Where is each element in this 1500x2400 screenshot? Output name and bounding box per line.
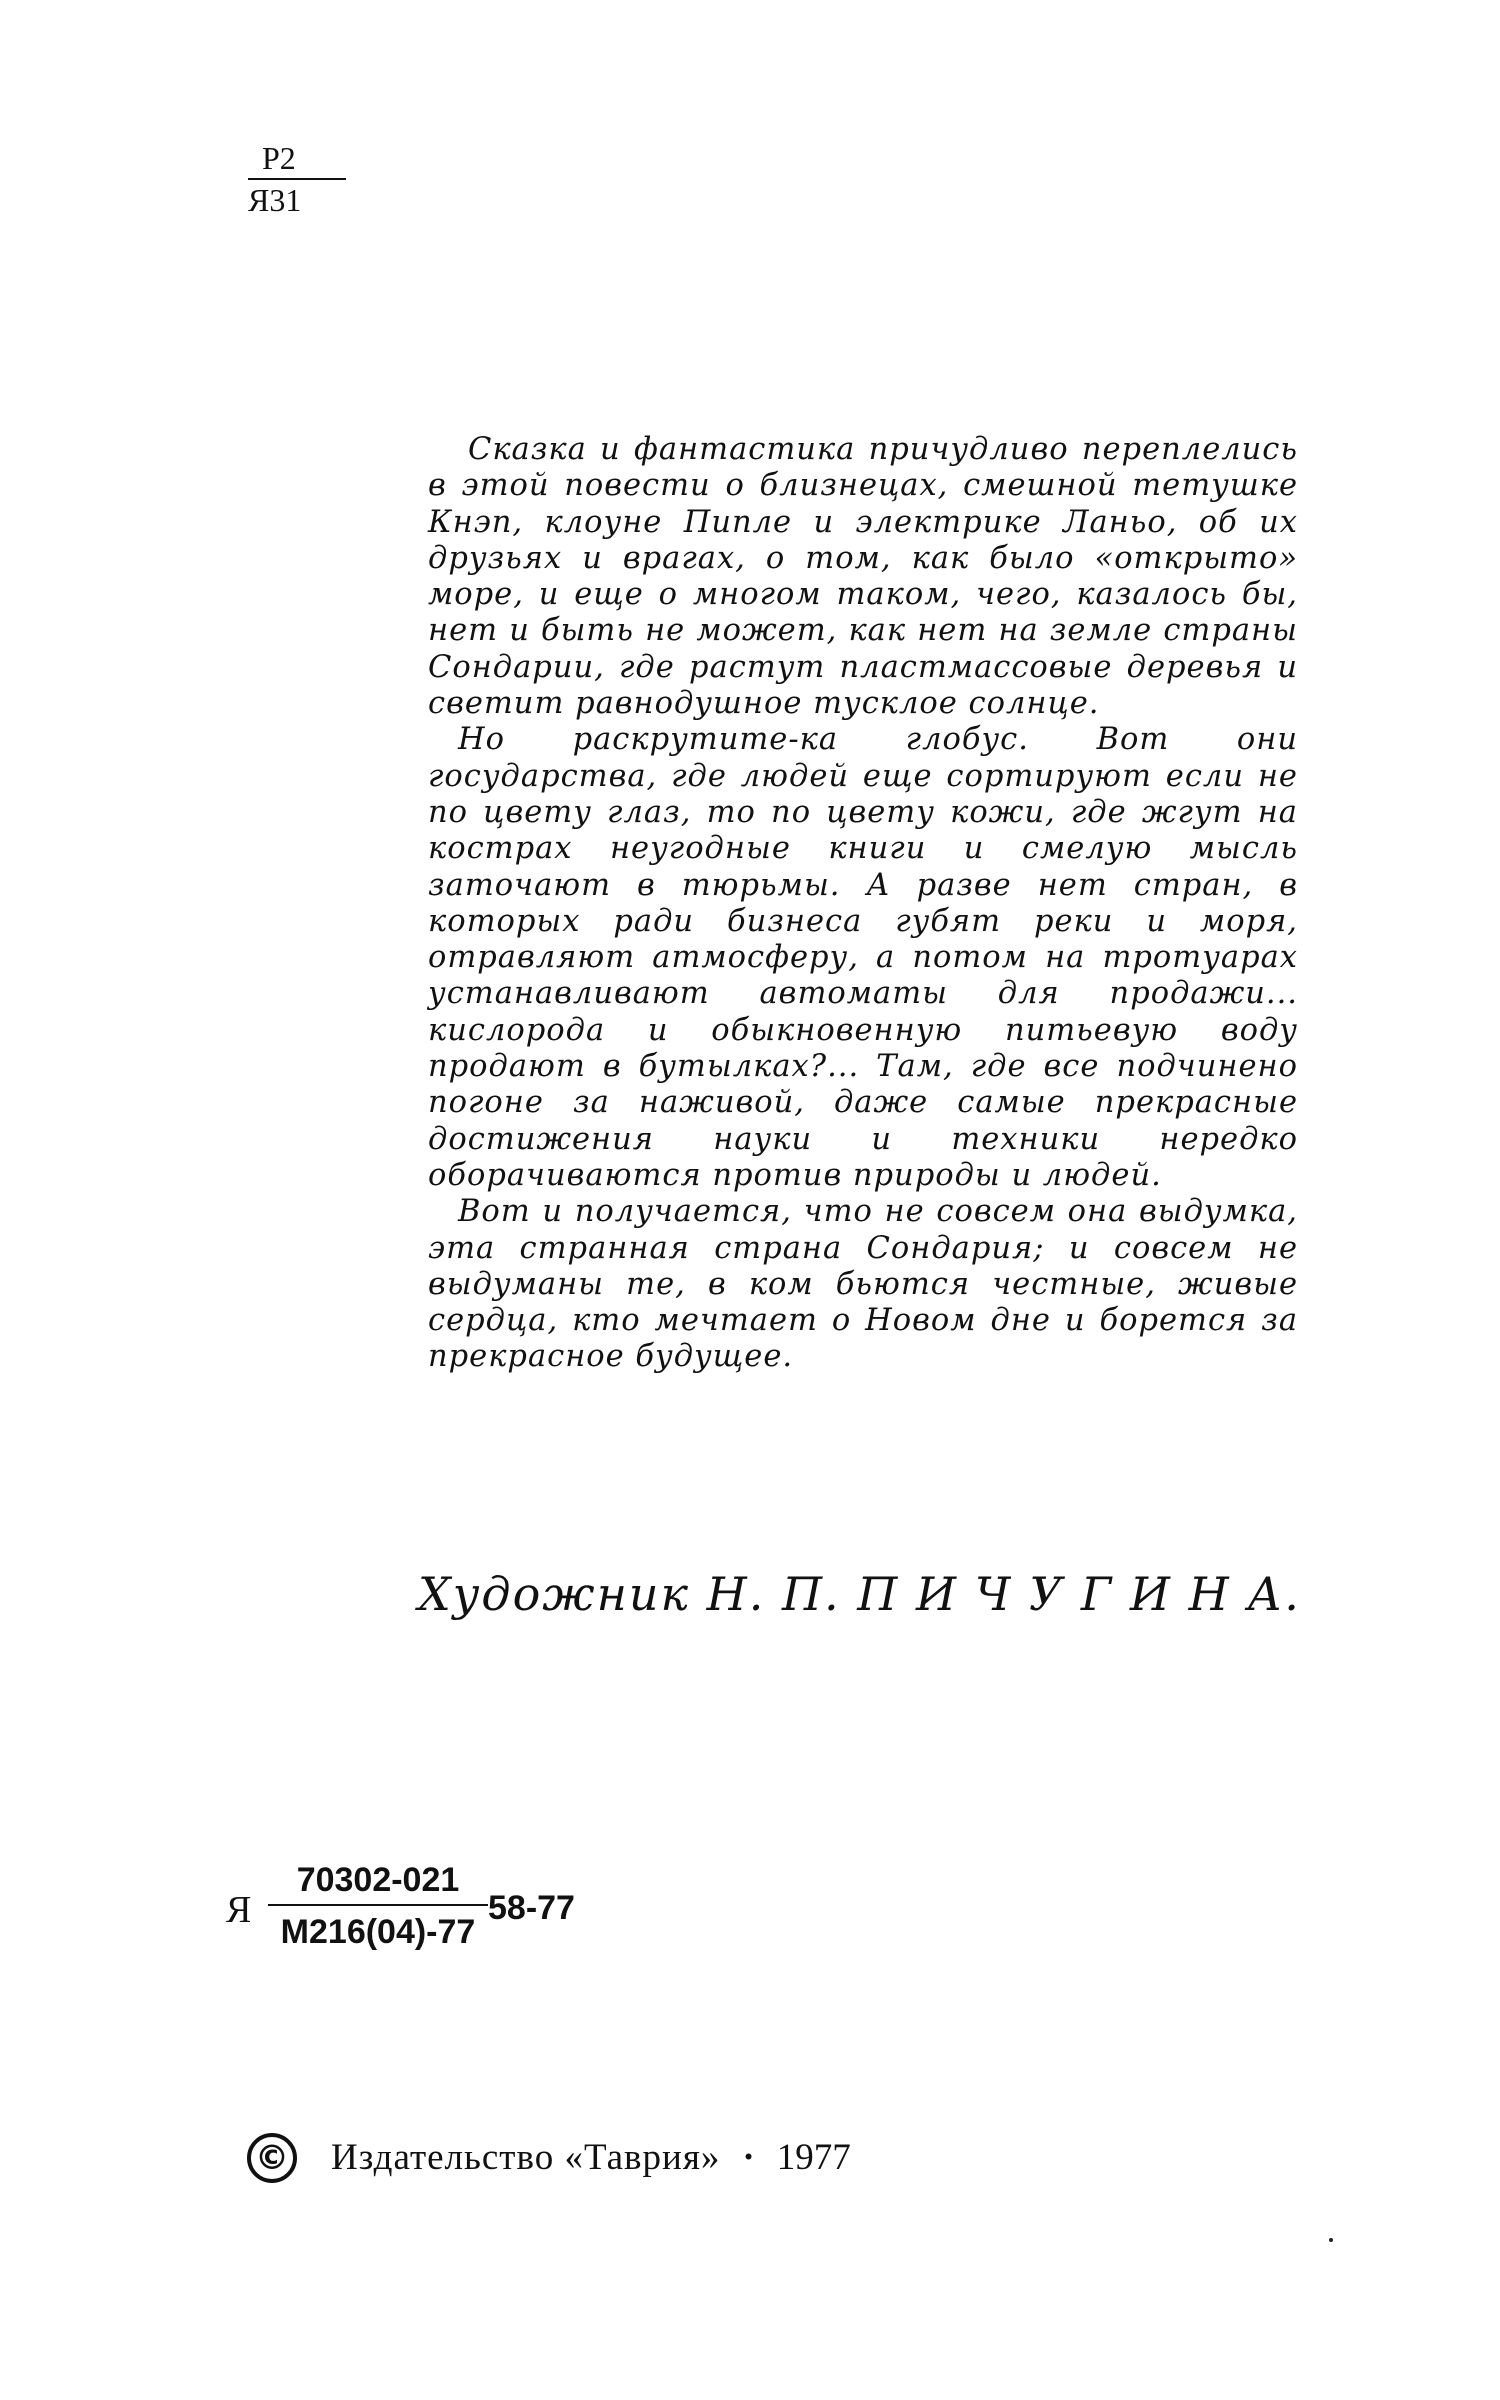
index-numerator: 70302-021 [268, 1860, 488, 1906]
copyright-line [247, 2130, 851, 2186]
separator-dot: · [742, 2137, 755, 2178]
publication-year: 1977 [776, 2137, 851, 2178]
print-speck [1329, 2238, 1333, 2242]
index-suffix: 58-77 [488, 1889, 575, 1927]
artist-credit: Художник Н. П. П И Ч У Г И Н А. [418, 1567, 1301, 1621]
index-denominator: М216(04)-77 [280, 1913, 476, 1951]
index-letter: Я [226, 1889, 252, 1931]
index-fraction [268, 1860, 488, 1952]
annotation [428, 432, 1298, 1376]
publisher-name: Издательство «Таврия» [331, 2137, 721, 2178]
classification-top: Р2 [248, 140, 346, 180]
annotation-paragraph-3: Вот и получается, что не совсем она выдумка, эта странная страна Сондария; и совсем не выдуманы те, в ком бьются честные, живые сердца, кто мечтает о Новом дне и борется за прекрасное будущее. [428, 1194, 1298, 1375]
annotation-paragraph-2: Но раскрутите-ка глобус. Вот они государства, где людей еще сортируют если не по цвету глаз, то по цвету кожи, где жгут на кострах неугодные книги и смелую мысль заточают в тюрьмы. А разве нет стран, в которых ради бизнеса губят реки и моря, отравляют атмосферу, а потом на тротуарах устанавливают автоматы для продажи... кислорода и обыкновенную питьевую воду продают в бутылках?... Там, где все подчинено погоне за наживой, даже самые прекрасные достижения науки и техники нередко оборачиваются против природы и людей. [428, 722, 1298, 1193]
copyright-icon: © [247, 2133, 297, 2183]
classification-code [248, 140, 306, 218]
annotation-paragraph-1: Сказка и фантастика причудливо переплелись в этой повести о близнецах, смешной тетушке Кнэп, клоуне Пипле и электрике Ланьо, об их друзьях и врагах, о том, как было «открыто» море, и еще о многом таком, чего, казалось бы, нет и быть не может, как нет на земле страны Сондарии, где растут пластмассовые деревья и светит равнодушное тусклое солнце. [428, 432, 1298, 722]
classification-bottom: Я31 [248, 182, 302, 218]
